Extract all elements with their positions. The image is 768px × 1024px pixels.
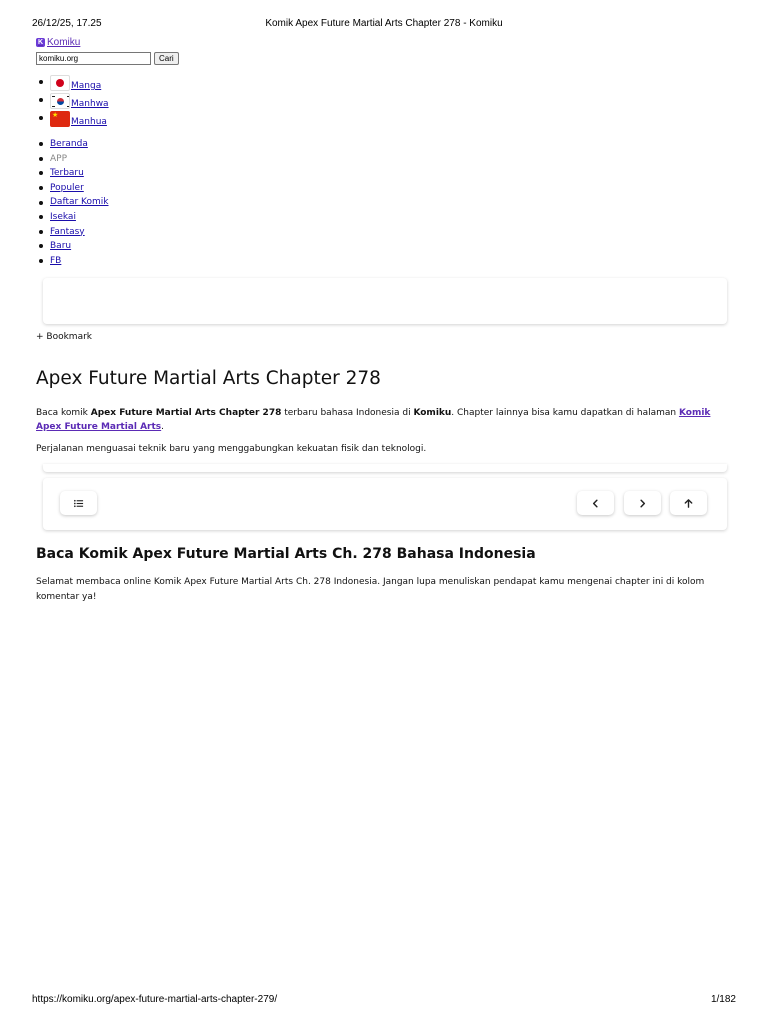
nav-item-baru — [50, 239, 730, 254]
ad-container — [43, 278, 727, 324]
chapter-nav-bar — [43, 478, 727, 530]
nav-item-fantasy — [50, 225, 730, 240]
site-logo-link[interactable] — [36, 36, 730, 48]
content-strip — [43, 464, 727, 472]
category-link-manga[interactable]: Manga — [71, 81, 102, 91]
nav-item-beranda — [50, 137, 730, 152]
list-icon — [73, 498, 84, 509]
category-list — [50, 73, 730, 127]
desc-text-3: . Chapter lainnya bisa kamu dapatkan di halaman — [451, 408, 679, 419]
nav-link-daftar-komik[interactable]: Daftar Komik — [50, 197, 109, 208]
prev-chapter-button[interactable] — [577, 491, 614, 515]
category-item-manhua — [50, 109, 730, 127]
nav-link-populer[interactable]: Populer — [50, 182, 84, 193]
page-content — [36, 36, 730, 605]
next-chapter-button[interactable] — [624, 491, 661, 515]
chapter-summary: Perjalanan menguasai teknik baru yang menggabungkan kekuatan fisik dan teknologi. — [36, 444, 427, 455]
komiku-logo-icon: K — [37, 38, 44, 46]
reading-note: Selamat membaca online Komik Apex Future Martial Arts Ch. 278 Indonesia. Jangan lupa menuliskan pendapat kamu mengenai chapter ini di kolom komentar ya! — [36, 577, 705, 603]
desc-text-end: . — [161, 422, 165, 433]
nav-link-terbaru[interactable]: Terbaru — [50, 168, 84, 179]
arrow-up-icon — [683, 498, 694, 509]
chevron-left-icon — [590, 498, 601, 509]
category-link-manhua[interactable]: Manhua — [71, 117, 107, 127]
category-item-manhwa — [50, 91, 730, 109]
search-button[interactable]: Cari — [154, 52, 179, 65]
desc-bold-site: Komiku — [413, 408, 452, 419]
nav-link-beranda[interactable]: Beranda — [50, 139, 88, 149]
page-title: Apex Future Martial Arts Chapter 278 — [36, 368, 381, 390]
print-footer — [32, 994, 736, 1008]
search-input[interactable] — [36, 52, 151, 65]
nav-link-fb[interactable]: FB — [50, 255, 62, 266]
scroll-top-button[interactable] — [670, 491, 707, 515]
nav-item-daftar-komik — [50, 195, 730, 210]
print-page-title: Komik Apex Future Martial Arts Chapter 278 - Komiku — [265, 18, 503, 29]
category-item-manga — [50, 73, 730, 91]
category-link-manhwa[interactable]: Manhwa — [71, 99, 109, 109]
nav-link-app[interactable]: APP — [50, 153, 68, 164]
chevron-right-icon — [637, 498, 648, 509]
nav-link-isekai[interactable]: Isekai — [50, 211, 76, 222]
nav-item-isekai — [50, 210, 730, 225]
read-section-title: Baca Komik Apex Future Martial Arts Ch. 278 Bahasa Indonesia — [36, 546, 536, 563]
desc-text-2: terbaru bahasa Indonesia di — [281, 408, 414, 419]
nav-item-populer — [50, 181, 730, 196]
comic-page-link[interactable]: Komik Apex Future Martial Arts — [36, 408, 711, 433]
korea-flag-icon — [50, 93, 70, 109]
chapter-description — [36, 406, 726, 434]
print-header — [32, 18, 736, 32]
nav-link-fantasy[interactable]: Fantasy — [50, 226, 85, 237]
print-url: https://komiku.org/apex-future-martial-arts-chapter-279/ — [32, 994, 278, 1005]
search-form — [36, 51, 730, 65]
chapter-list-button[interactable] — [60, 491, 97, 515]
print-page-count: 1/182 — [710, 994, 736, 1005]
print-datetime: 26/12/25, 17.25 — [32, 18, 102, 29]
japan-flag-icon — [50, 75, 70, 91]
china-flag-icon — [50, 111, 70, 127]
nav-item-app — [50, 152, 730, 167]
desc-text-1: Baca komik — [36, 408, 91, 419]
nav-item-terbaru — [50, 166, 730, 181]
nav-link-baru[interactable]: Baru — [50, 241, 72, 252]
site-logo-text: Komiku — [47, 36, 81, 48]
bookmark-button[interactable]: + Bookmark — [36, 332, 92, 343]
nav-item-fb — [50, 254, 730, 269]
desc-bold-title: Apex Future Martial Arts Chapter 278 — [90, 408, 282, 419]
main-nav — [50, 137, 730, 268]
